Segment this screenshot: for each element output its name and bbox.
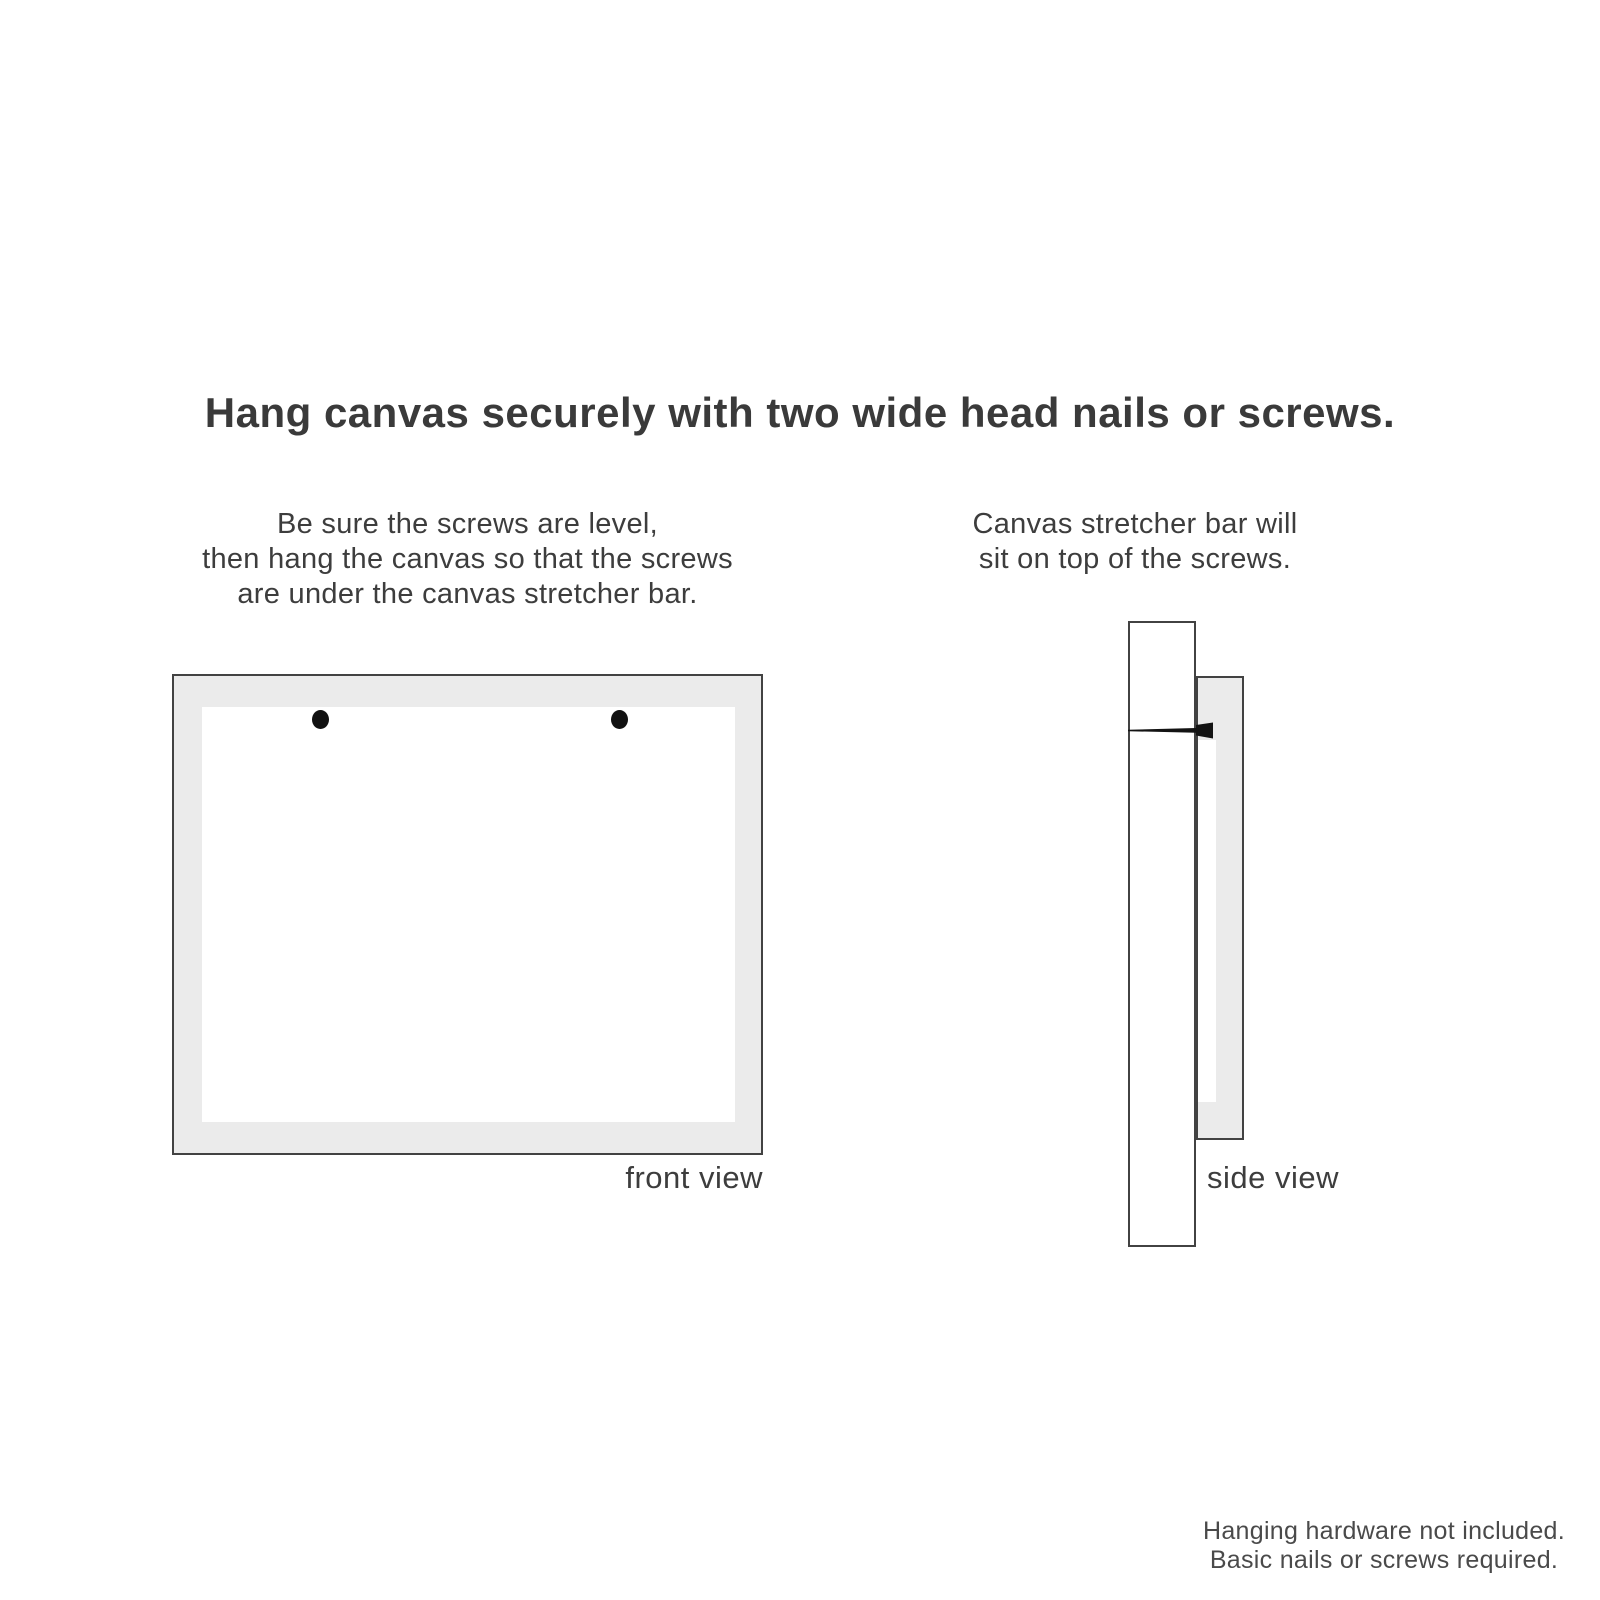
side-view-label: side view bbox=[1207, 1160, 1339, 1195]
instruction-line: Be sure the screws are level, bbox=[276, 508, 659, 540]
front-view-label: front view bbox=[625, 1160, 763, 1195]
instruction-line: Canvas stretcher bar will bbox=[972, 508, 1298, 540]
hardware-note-line: Hanging hardware not included. bbox=[1202, 1517, 1565, 1545]
side-view-canvas-recess bbox=[1198, 740, 1216, 1102]
front-view-canvas-face bbox=[202, 707, 735, 1122]
instruction-line: sit on top of the screws. bbox=[978, 543, 1292, 575]
hardware-note-line: Basic nails or screws required. bbox=[1209, 1546, 1559, 1574]
hardware-note bbox=[1203, 1517, 1565, 1575]
nail-icon bbox=[1124, 714, 1216, 746]
page-title: Hang canvas securely with two wide head nails or screws. bbox=[204, 389, 1396, 436]
front-view-instructions bbox=[155, 507, 780, 612]
screw-dot-icon bbox=[312, 710, 329, 729]
screw-dot-icon bbox=[611, 710, 628, 729]
instruction-line: then hang the canvas so that the screws bbox=[202, 543, 733, 575]
front-view-canvas-frame bbox=[172, 674, 763, 1155]
instruction-line: are under the canvas stretcher bar. bbox=[237, 578, 698, 610]
side-view-instructions bbox=[885, 507, 1385, 577]
